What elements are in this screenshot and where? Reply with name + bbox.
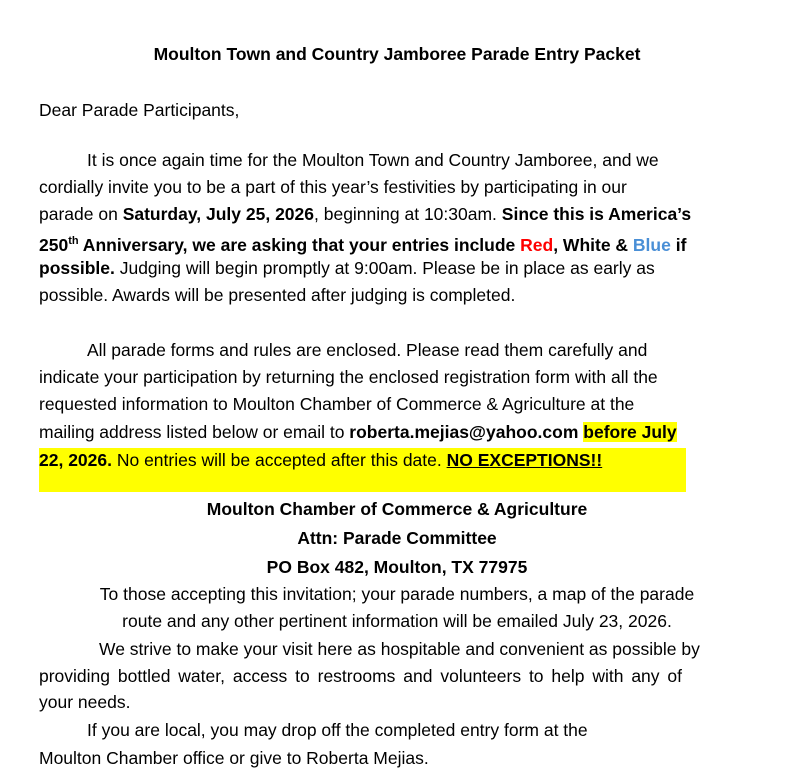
- p1-text: Anniversary, we are asking that your entries include: [78, 234, 521, 255]
- parade-date: Saturday, July 25, 2026: [122, 204, 314, 224]
- p2-line-1: All parade forms and rules are enclosed. Please read them carefully and: [87, 340, 648, 360]
- deadline-date: 22, 2026.: [39, 450, 112, 470]
- p5-line-2: Moulton Chamber office or give to Roberta Mejias.: [39, 748, 429, 768]
- p2-line-2: indicate your participation by returning the enclosed registration form with all the: [39, 367, 658, 387]
- p1-text: , beginning at 10:30am.: [314, 204, 502, 224]
- p1-line-3: [39, 203, 691, 225]
- p1-line-6: possible. Awards will be presented after judging is completed.: [39, 285, 516, 305]
- judging-note: Judging will begin promptly at 9:00am. Please be in place as early as: [114, 258, 655, 278]
- color-red-word: Red: [520, 234, 554, 255]
- p4-line-3: your needs.: [39, 692, 131, 712]
- p2-text: mailing address listed below or email to: [39, 422, 350, 442]
- anniversary-note: Since this is America’s: [501, 204, 692, 224]
- color-blue-word: Blue: [632, 234, 671, 255]
- anniversary-number: 250: [39, 234, 69, 255]
- ordinal-suffix: th: [68, 235, 79, 247]
- p1-text: if: [670, 234, 687, 255]
- deadline-text: before July: [583, 422, 677, 442]
- p2-text: No entries will be accepted after this date.: [111, 450, 447, 470]
- p1-line-1: It is once again time for the Moulton Town and Country Jamboree, and we: [87, 150, 659, 170]
- p2-line-3: requested information to Moulton Chamber of Commerce & Agriculture at the: [39, 394, 635, 414]
- p1-line-4: [39, 230, 686, 256]
- address-attention: Attn: Parade Committee: [297, 528, 497, 548]
- address-po-box: PO Box 482, Moulton, TX 77975: [266, 557, 528, 577]
- p1-line-5: [39, 257, 655, 279]
- p3-line-2: route and any other pertinent information will be emailed July 23, 2026.: [122, 611, 672, 631]
- p1-text: possible.: [39, 258, 115, 278]
- p4-line-2: providing bottled water, access to restrooms and volunteers to help with any of: [39, 666, 682, 686]
- address-organization: Moulton Chamber of Commerce & Agriculture: [206, 499, 588, 519]
- p2-line-4: [39, 421, 677, 443]
- p4-line-1: We strive to make your visit here as hospitable and convenient as possible by: [99, 639, 700, 659]
- p1-line-2: cordially invite you to be a part of this year’s festivities by participating in our: [39, 177, 627, 197]
- contact-email-link[interactable]: roberta.mejias@yahoo.com: [349, 422, 579, 442]
- p3-line-1: To those accepting this invitation; your parade numbers, a map of the parade: [99, 584, 695, 604]
- no-exceptions-text: NO EXCEPTIONS!!: [446, 450, 603, 470]
- salutation: Dear Parade Participants,: [39, 100, 240, 120]
- page-title: Moulton Town and Country Jamboree Parade Entry Packet: [153, 44, 641, 64]
- p2-line-5: [39, 449, 602, 471]
- p1-text: , White &: [553, 234, 633, 255]
- p1-text: parade on: [39, 204, 123, 224]
- p5-line-1: If you are local, you may drop off the completed entry form at the: [87, 720, 588, 740]
